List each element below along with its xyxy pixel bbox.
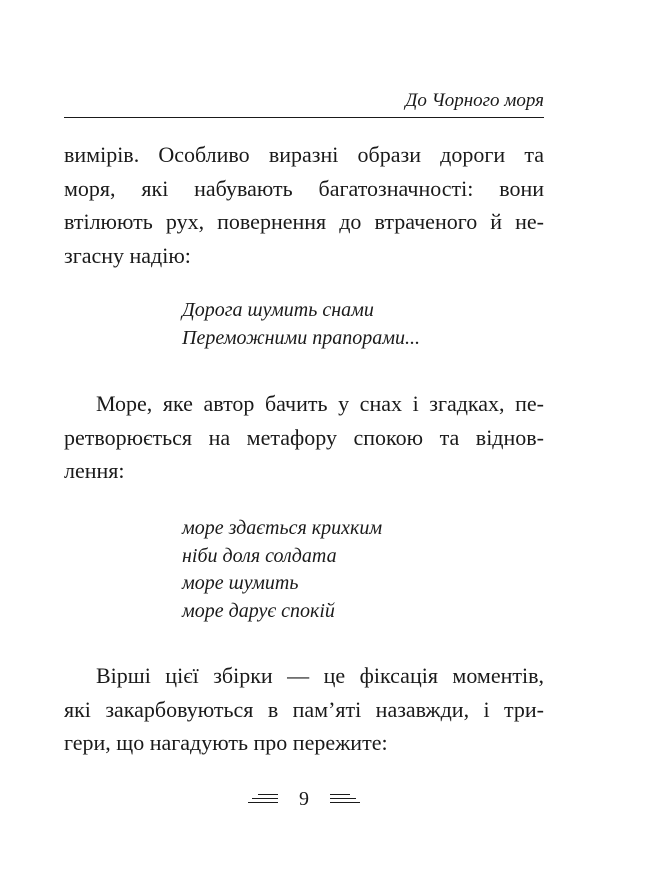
verse-line: море шумить	[182, 572, 299, 594]
paragraph-line: гери, що нагадують про пережите:	[64, 730, 388, 755]
paragraph-line: Море, яке автор бачить у снах і згадках, пе-	[96, 391, 544, 416]
verse-line: море здається крихким	[182, 517, 383, 539]
page-footer	[248, 786, 360, 812]
verse-line: Переможними прапорами...	[182, 326, 421, 349]
page-number: 9	[299, 788, 309, 810]
verse-quote-2	[182, 515, 382, 625]
verse-line: ніби доля солдата	[182, 544, 337, 567]
paragraph-line: втілюють рух, повернення до втраченого й не-	[64, 209, 544, 234]
verse-line: Дорога шумить снами	[182, 299, 374, 321]
paragraph-line: Вірші цієї збірки — це фіксація моментів,	[96, 663, 544, 688]
paragraph-2	[64, 387, 544, 488]
paragraph-line: які закарбовуються в пам’яті назавжди, і три-	[64, 696, 544, 722]
paragraph-line: згасну надію:	[64, 242, 191, 268]
ornament-right-icon	[330, 794, 360, 804]
paragraph-3	[64, 659, 544, 760]
paragraph-line: ретворюється на метафору спокою та віднов-	[64, 424, 544, 450]
paragraph-1	[64, 138, 544, 272]
header-rule	[64, 117, 544, 118]
running-header-title: До Чорного моря	[405, 90, 544, 111]
verse-quote-1	[182, 297, 420, 352]
verse-line: море дарує спокій	[182, 599, 335, 622]
paragraph-line: моря, які набувають багатозначності: вони	[64, 175, 544, 201]
paragraph-line: лення:	[64, 458, 125, 483]
paragraph-line: вимірів. Особливо виразні образи дороги та	[64, 142, 544, 167]
